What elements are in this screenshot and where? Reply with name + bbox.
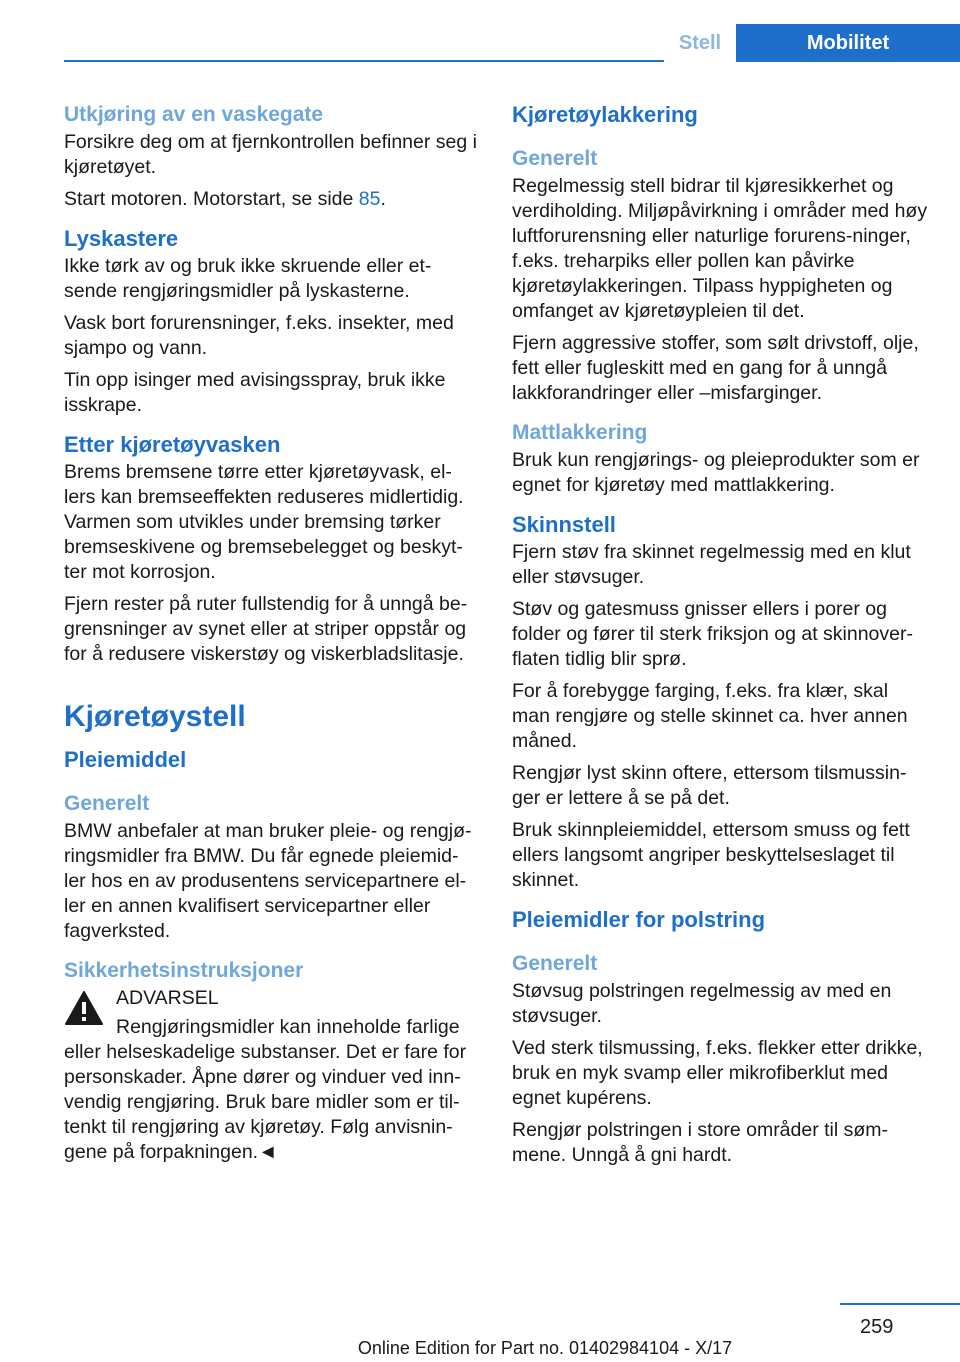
paragraph: Fjern aggressive stoffer, som sølt drivstoff, olje, fett eller fugleskitt med en gang for å unngå lakkforandringer eller –misfarginger.	[512, 332, 919, 404]
paragraph: Fjern rester på ruter fullstendig for å unngå be-grensninger av synet eller at striper oppstår og for å redusere viskerstøy og viskerbladslitasje.	[64, 593, 468, 665]
paragraph: Rengjør polstringen i store områder til søm-mene. Unngå å gni hardt.	[512, 1119, 889, 1166]
paragraph: Ved sterk tilsmussing, f.eks. flekker etter drikke, bruk en myk svamp eller mikrofiberklut med egnet kupérens.	[512, 1037, 923, 1109]
tab-mobilitet[interactable]: Mobilitet	[736, 24, 960, 62]
heading-kjoretoystell: Kjøretøystell	[64, 700, 246, 733]
heading-etter-kjoretoyvasken: Etter kjøretøyvasken	[64, 432, 281, 457]
paragraph: Støvsug polstringen regelmessig av med en støvsuger.	[512, 980, 892, 1027]
paragraph: Brems bremsene tørre etter kjøretøyvask, el-lers kan bremseeffekten reduseres midlertidig. Varmen som utvikles under bremsing tørker bremseskivene og bremsebelegget og beskyt-ter mot korrosjon.	[64, 461, 464, 583]
heading-pleiemiddel: Pleiemiddel	[64, 747, 187, 772]
paragraph: Bruk kun rengjørings- og pleieprodukter som er egnet for kjøretøy med mattlakkering.	[512, 449, 920, 496]
paragraph: Tin opp isinger med avisingsspray, bruk ikke isskrape.	[64, 369, 446, 416]
paragraph: Bruk skinnpleiemiddel, ettersom smuss og fett ellers langsomt angriper beskyttelseslaget til skinnet.	[512, 819, 910, 891]
tab-stell[interactable]: Stell	[664, 24, 736, 62]
text: Start motoren. Motorstart, se side	[64, 188, 359, 210]
text: .	[380, 188, 386, 210]
left-column	[64, 100, 480, 1172]
right-column	[512, 100, 928, 1175]
heading-lyskastere: Lyskastere	[64, 226, 179, 251]
paragraph: Regelmessig stell bidrar til kjøresikkerhet og verdiholding. Miljøpåvirkning i områder med høy luftforurensning eller naturlige forurens-ninger, f.eks. treharpiks eller pollen kan påvirke kjøretøylakkeringen. Tilpass hyppigheten og omfanget av kjøretøypleien til det.	[512, 175, 928, 322]
edition-text: Online Edition for Part no. 01402984104 - X/17	[357, 1338, 733, 1358]
warning-text: Rengjøringsmidler kan inneholde farlige eller helseskadelige substanser. Det er fare for personskader. Åpne dører og vinduer ved inn-vendig rengjøring. Bruk bare midler som er til-tenkt til rengjøring av kjøretøy. Følg anvisnin-gene på forpakningen.◄	[64, 1016, 467, 1163]
warning-triangle-icon	[64, 990, 104, 1026]
paragraph-motorstart	[64, 187, 480, 212]
heading-skinnstell: Skinnstell	[512, 512, 616, 537]
heading-sikkerhetsinstruksjoner: Sikkerhetsinstruksjoner	[64, 959, 304, 982]
page-link-85[interactable]: 85	[358, 188, 381, 210]
paragraph: Rengjør lyst skinn oftere, ettersom tilsmussin-ger er lettere å se på det.	[512, 762, 907, 809]
footer-rule	[840, 1303, 960, 1305]
warning-title: ADVARSEL	[116, 987, 219, 1009]
paragraph: BMW anbefaler at man bruker pleie- og rengjø-ringsmidler fra BMW. Du får egnede pleiemid-ler hos en av produsentens servicepartnere el-ler en annen kvalifisert servicepartner eller fagverksted.	[64, 820, 472, 942]
heading-kjoretoylakkering: Kjøretøylakkering	[512, 102, 698, 127]
heading-generelt: Generelt	[64, 792, 150, 815]
page-header	[64, 0, 960, 62]
warning-box	[64, 986, 480, 1165]
heading-generelt: Generelt	[512, 147, 598, 170]
paragraph: Støv og gatesmuss gnisser ellers i porer og folder og fører til sterk friksjon og at skinnover-flaten tidlig blir sprø.	[512, 598, 913, 670]
heading-utkjoring: Utkjøring av en vaskegate	[64, 103, 324, 126]
heading-generelt: Generelt	[512, 952, 598, 975]
paragraph: Ikke tørk av og bruk ikke skruende eller et-sende rengjøringsmidler på lyskasterne.	[64, 255, 432, 302]
paragraph: Vask bort forurensninger, f.eks. insekter, med sjampo og vann.	[64, 312, 454, 359]
paragraph: For å forebygge farging, f.eks. fra klær, skal man rengjøre og stelle skinnet ca. hver annen måned.	[512, 680, 908, 752]
page-number: 259	[860, 1316, 894, 1338]
paragraph: Forsikre deg om at fjernkontrollen befinner seg i kjøretøyet.	[64, 131, 477, 178]
paragraph: Fjern støv fra skinnet regelmessig med en klut eller støvsuger.	[512, 541, 911, 588]
heading-mattlakkering: Mattlakkering	[512, 421, 648, 444]
heading-pleiemidler-polstring: Pleiemidler for polstring	[512, 907, 766, 932]
